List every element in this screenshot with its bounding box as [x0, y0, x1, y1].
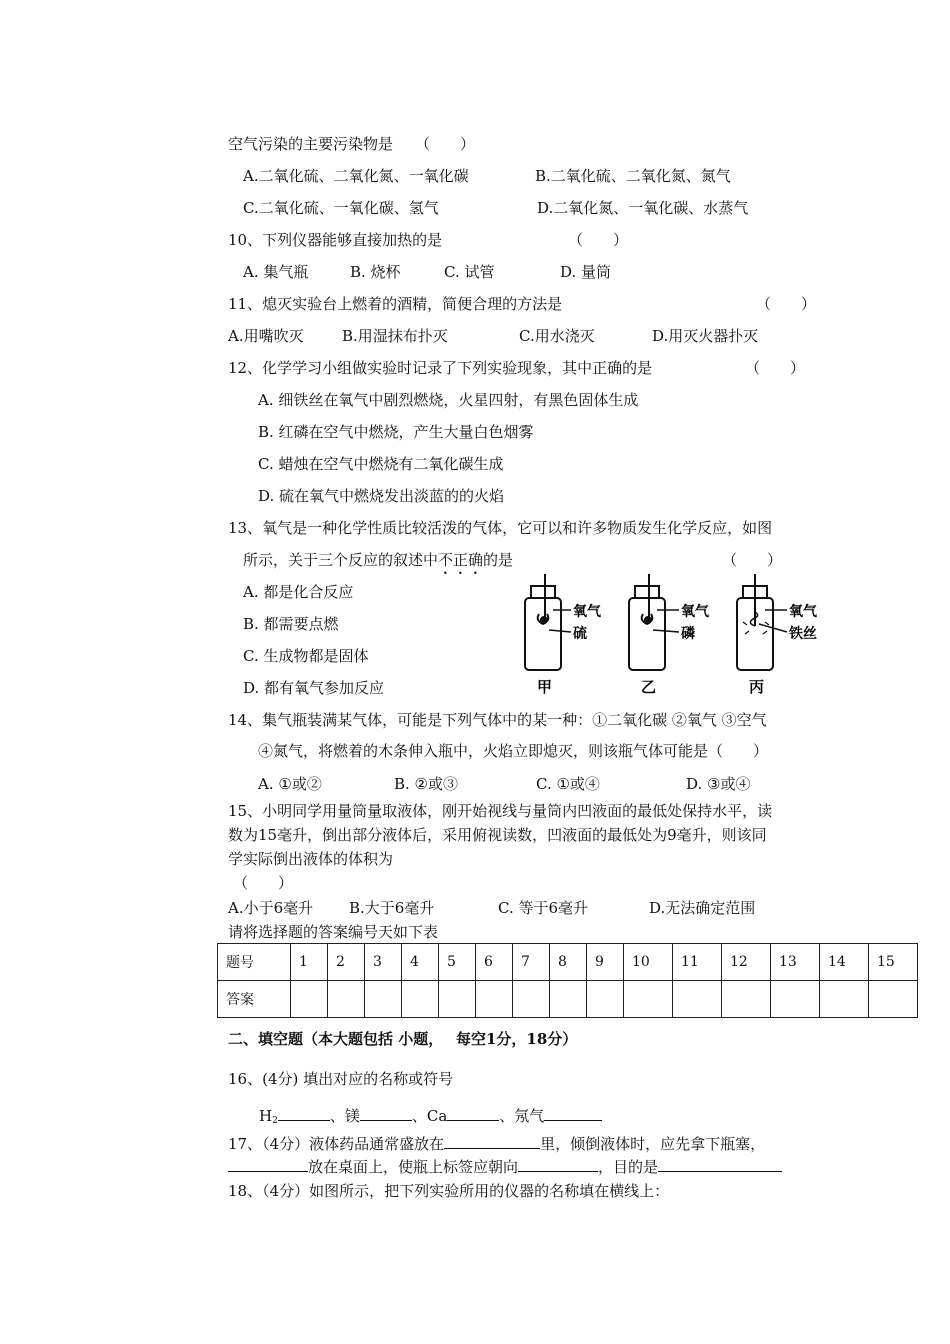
answer-cell[interactable]	[624, 981, 673, 1018]
q11-option-a: A.用嘴吹灭	[228, 327, 304, 345]
table-number-cell: 1	[291, 944, 328, 981]
answer-cell[interactable]	[476, 981, 513, 1018]
blank-stopper[interactable]	[228, 1157, 308, 1172]
answer-cell[interactable]	[673, 981, 722, 1018]
q13-option-a: A. 都是化合反应	[243, 583, 354, 601]
q15-line3: 学实际倒出液体的体积为	[228, 850, 394, 868]
table-number-cell: 5	[439, 944, 476, 981]
q10-option-d: D. 量筒	[560, 263, 612, 281]
jia-gas-label: 氧气	[573, 604, 601, 620]
answer-cell[interactable]	[402, 981, 439, 1018]
q9-option-b: B.二氧化硫、二氧化氮、氮气	[535, 167, 731, 185]
answer-cell[interactable]	[722, 981, 771, 1018]
q15-line2: 数为15毫升，倒出部分液体后，采用俯视读数，凹液面的最低处为9毫升，则该同	[228, 826, 767, 844]
q15-option-a: A.小于6毫升	[228, 899, 314, 917]
table-number-cell: 7	[513, 944, 550, 981]
table-number-cell: 4	[402, 944, 439, 981]
q13-figure	[515, 570, 835, 700]
answer-cell[interactable]	[771, 981, 820, 1018]
table-number-cell: 8	[550, 944, 587, 981]
q12-option-d: D. 硫在氧气中燃烧发出淡蓝的的火焰	[258, 487, 505, 505]
table-row-numbers	[218, 944, 918, 981]
jar-yi	[629, 574, 665, 670]
q16-stem: 16、(4分) 填出对应的名称或符号	[228, 1070, 454, 1088]
q9-stem: 空气污染的主要污染物是	[228, 135, 394, 153]
blank-purpose[interactable]	[658, 1157, 782, 1172]
q11-answer-paren: （ ）	[756, 295, 817, 313]
q13-stem-line1: 13、氧气是一种化学性质比较活泼的气体，它可以和许多物质发生化学反应，如图	[228, 519, 773, 537]
q13-option-b: B. 都需要点燃	[243, 615, 339, 633]
q13-answer-paren: （ ）	[722, 551, 783, 569]
q12-stem: 12、化学学习小组做实验时记录了下列实验现象，其中正确的是	[228, 359, 653, 377]
q13-option-c: C. 生成物都是固体	[243, 647, 369, 665]
table-header-cell: 答案	[218, 981, 291, 1018]
q14-option-a: A. ①或②	[258, 775, 322, 793]
answer-table	[217, 943, 918, 1018]
table-number-cell: 3	[365, 944, 402, 981]
blank-ca[interactable]	[447, 1106, 499, 1121]
q13-option-d: D. 都有氧气参加反应	[243, 679, 385, 697]
q11-option-b: B.用湿抹布扑灭	[342, 327, 448, 345]
q9-option-d: D.二氧化氮、一氧化碳、水蒸气	[537, 199, 749, 217]
table-number-cell: 11	[673, 944, 722, 981]
table-number-cell: 15	[869, 944, 918, 981]
jia-sub-leader	[549, 630, 571, 632]
table-number-cell: 2	[328, 944, 365, 981]
answer-table-intro: 请将选择题的答案编号天如下表	[228, 923, 439, 941]
answer-cell[interactable]	[365, 981, 402, 1018]
q14-option-b: B. ②或③	[394, 775, 459, 793]
jar-jia	[525, 574, 561, 670]
table-row-answers	[218, 981, 918, 1018]
blank-label-direction[interactable]	[518, 1157, 598, 1172]
jia-substance-label: 硫	[573, 626, 587, 642]
answer-cell[interactable]	[291, 981, 328, 1018]
jar-bing	[737, 574, 773, 670]
q15-line1: 15、小明同学用量筒量取液体，刚开始视线与量筒内凹液面的最低处保持水平，读	[228, 802, 773, 820]
table-number-cell: 10	[624, 944, 673, 981]
table-header-cell: 题号	[218, 944, 291, 981]
q16-blanks: $H_2$ 、镁 、Ca 、氖气	[259, 1106, 602, 1131]
table-number-cell: 9	[587, 944, 624, 981]
table-number-cell: 14	[820, 944, 869, 981]
table-number-cell: 13	[771, 944, 820, 981]
q10-answer-paren: （ ）	[568, 231, 629, 249]
answer-cell[interactable]	[513, 981, 550, 1018]
q12-option-b: B. 红磷在空气中燃烧，产生大量白色烟雾	[258, 423, 534, 441]
answer-cell[interactable]	[439, 981, 476, 1018]
bing-caption: 丙	[749, 678, 765, 696]
q15-option-d: D.无法确定范围	[649, 899, 756, 917]
q14-stem-line1: 14、集气瓶装满某气体，可能是下列气体中的某一种：①二氧化碳 ②氧气 ③空气	[228, 711, 767, 729]
table-number-cell: 6	[476, 944, 513, 981]
blank-container[interactable]	[444, 1134, 540, 1149]
yi-caption: 乙	[641, 678, 657, 696]
answer-cell[interactable]	[869, 981, 918, 1018]
q17-line1: 17、（4分）液体药品通常盛放在 里，倾倒液体时，应先拿下瓶塞，	[228, 1135, 766, 1153]
answer-cell[interactable]	[328, 981, 365, 1018]
q14-option-c: C. ①或④	[536, 775, 600, 793]
q9-answer-paren: （ ）	[415, 135, 476, 153]
q12-option-a: A. 细铁丝在氧气中剧烈燃烧，火星四射，有黑色固体生成	[258, 391, 639, 409]
q15-option-c: C. 等于6毫升	[498, 899, 589, 917]
q11-option-c: C.用水浇灭	[519, 327, 595, 345]
answer-cell[interactable]	[820, 981, 869, 1018]
q9-option-a: A.二氧化硫、二氧化氮、一氧化碳	[243, 167, 469, 185]
bing-gas-label: 氧气	[789, 604, 817, 620]
q13-stem-line2: 所示，关于三个反应的叙述中不正确的是	[243, 551, 514, 569]
q9-option-c: C.二氧化硫、一氧化碳、氢气	[243, 199, 439, 217]
bing-substance-label: 铁丝	[789, 626, 817, 642]
table-number-cell: 12	[722, 944, 771, 981]
q14-stem-line2: ④氮气，将燃着的木条伸入瓶中，火焰立即熄灭，则该瓶气体可能是（ ）	[258, 742, 769, 760]
q11-option-d: D.用灭火器扑灭	[652, 327, 759, 345]
answer-cell[interactable]	[587, 981, 624, 1018]
q10-option-b: B. 烧杯	[350, 263, 401, 281]
q11-stem: 11、熄灭实验台上燃着的酒精，简便合理的方法是	[228, 295, 563, 313]
q15-option-b: B.大于6毫升	[349, 899, 435, 917]
yi-substance-label: 磷	[681, 626, 695, 642]
q12-answer-paren: （ ）	[745, 359, 806, 377]
blank-ne[interactable]	[544, 1106, 602, 1121]
q13-emphasis-text: 不正确	[438, 551, 484, 569]
q10-option-c: C. 试管	[444, 263, 495, 281]
q10-stem: 10、下列仪器能够直接加热的是	[228, 231, 443, 249]
yi-sub-leader	[653, 630, 679, 632]
yi-gas-label: 氧气	[681, 604, 709, 620]
answer-cell[interactable]	[550, 981, 587, 1018]
q10-option-a: A. 集气瓶	[243, 263, 309, 281]
q18-stem: 18、（4分）如图所示，把下列实验所用的仪器的名称填在横线上：	[228, 1182, 670, 1200]
blank-h2[interactable]	[278, 1106, 330, 1121]
section2-title: 二、填空题（本大题包括 小题， 每空1分，18分）	[228, 1030, 578, 1048]
q12-option-c: C. 蜡烛在空气中燃烧有二氧化碳生成	[258, 455, 504, 473]
jia-caption: 甲	[537, 678, 553, 696]
q17-line2: 放在桌面上，使瓶上标签应朝向 ，目的是	[228, 1157, 782, 1177]
q15-answer-paren: （ ）	[233, 874, 294, 892]
blank-mg[interactable]	[360, 1106, 412, 1121]
q14-option-d: D. ③或④	[686, 775, 751, 793]
